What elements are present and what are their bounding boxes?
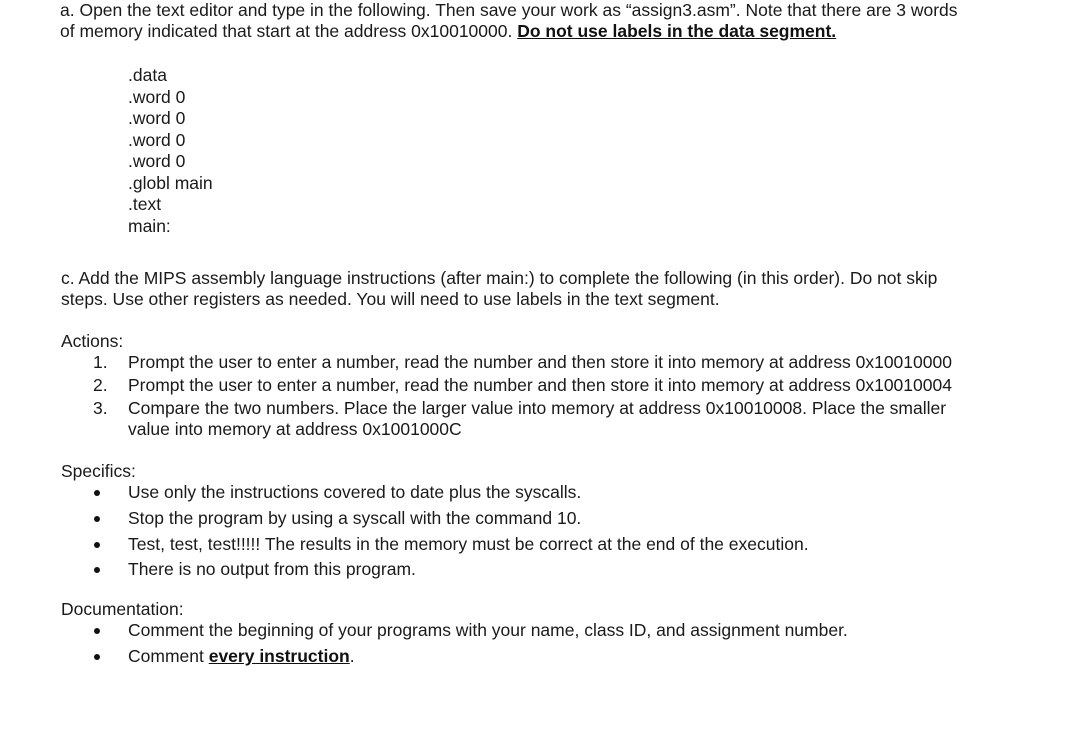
specifics-item [61,482,1061,503]
specifics-item [61,534,1061,555]
action-text: Prompt the user to enter a number, read the number and then store it into memory at address 0x10010004 [128,375,952,395]
part-c-paragraph: c. Add the MIPS assembly language instructions (after main:) to complete the following (in this order). Do not skip steps. Use other registers as needed. You will need to use labels in the text segment. [61,268,938,309]
specifics-list [61,482,1061,580]
bullet-icon [94,542,100,548]
bullet-icon [94,628,100,634]
code-line: .word 0 [128,108,186,128]
code-line: .word 0 [128,151,186,171]
documentation-heading: Documentation: [61,599,184,620]
action-number: 1. [93,352,108,372]
specifics-item [61,508,1061,529]
specifics-text: Stop the program by using a syscall with the command 10. [128,507,582,528]
code-block [128,65,1061,237]
bullet-icon [94,490,100,496]
documentation-text: Comment the beginning of your programs with your name, class ID, and assignment number. [128,620,848,641]
code-line: .data [128,65,167,85]
code-line: .word 0 [128,86,186,107]
specifics-text: There is no output from this program. [128,559,416,580]
part-a-emphasis: Do not use labels in the data segment. [517,21,837,41]
documentation-item [61,646,1061,667]
specifics-item [61,559,1061,580]
documentation-text-suffix: . [349,646,355,667]
action-text: Compare the two numbers. Place the larger value into memory at address 0x10010008. Place the smaller value into memory at address 0x1001000C [128,398,947,439]
specifics-text: Use only the instructions covered to date plus the syscalls. [128,482,582,502]
action-item [61,375,1061,396]
actions-heading: Actions: [61,331,124,351]
action-item [61,398,958,440]
action-number: 3. [93,398,108,418]
action-number: 2. [93,375,108,395]
documentation-item [61,620,1061,641]
documentation-list [61,620,1061,667]
documentation-text-prefix: Comment [128,646,209,667]
code-line: main: [128,215,171,236]
bullet-icon [94,654,100,660]
documentation-emphasis: every instruction [208,646,350,667]
specifics-text: Test, test, test!!!!! The results in the memory must be correct at the end of the execution. [128,533,809,554]
code-line: .word 0 [128,129,186,150]
bullet-icon [94,516,100,522]
code-line: .globl main [128,172,213,193]
code-line: .text [128,194,162,214]
document-page [61,0,1061,672]
actions-list [61,352,1061,440]
action-item [61,352,1061,373]
part-a-paragraph [60,0,965,42]
part-a-text: a. Open the text editor and type in the following. Then save your work as “assign3.asm”. Note that there are 3 words of memory indicated that start at the address 0x10010000. [60,0,958,41]
action-text: Prompt the user to enter a number, read the number and then store it into memory at address 0x10010000 [128,352,952,372]
specifics-heading: Specifics: [61,461,136,481]
bullet-icon [94,567,100,573]
